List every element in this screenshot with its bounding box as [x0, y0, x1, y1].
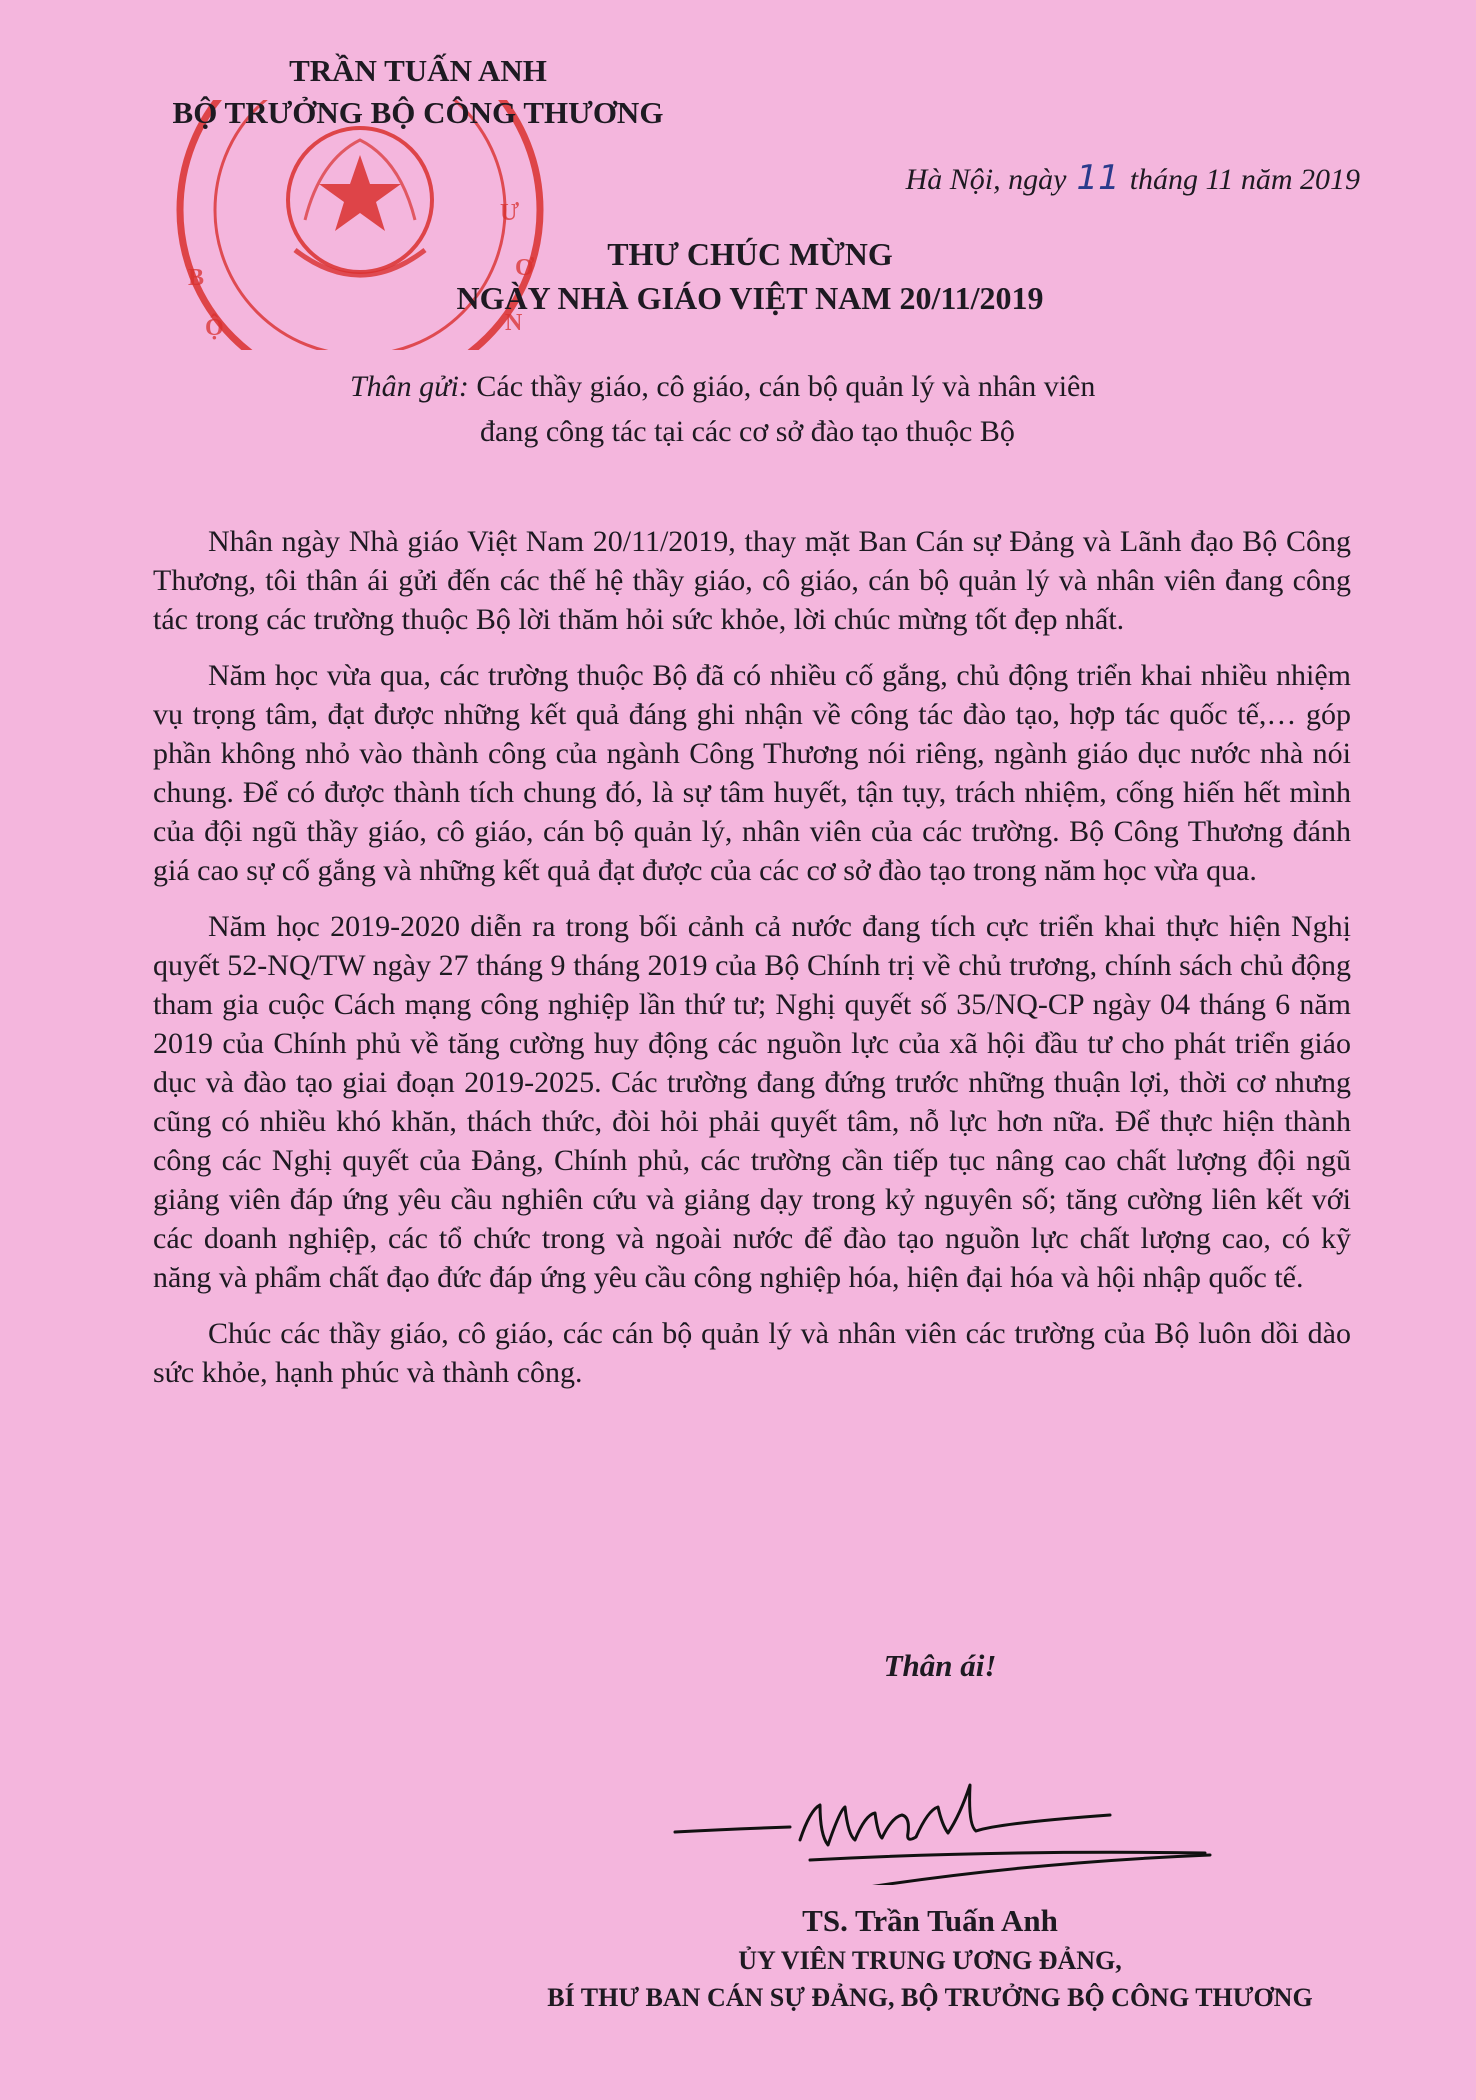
issuer-header: [118, 50, 718, 134]
letter-title: [300, 232, 1200, 320]
signatory-title-1: ỦY VIÊN TRUNG ƯƠNG ĐẢNG,: [738, 1946, 1122, 1975]
issuer-name: TRẦN TUẤN ANH: [289, 53, 547, 88]
signatory-title-2: BÍ THƯ BAN CÁN SỰ ĐẢNG, BỘ TRƯỞNG BỘ CÔNG THƯƠNG: [547, 1983, 1313, 2012]
svg-text:Ơ: Ơ: [515, 255, 534, 281]
greeting-label: Thân gửi:: [350, 370, 469, 403]
svg-text:B: B: [188, 265, 205, 291]
greeting-line-1: Các thầy giáo, cô giáo, cán bộ quản lý và nhân viên: [476, 370, 1096, 403]
body-paragraph-4: Chúc các thầy giáo, cô giáo, các cán bộ quản lý và nhân viên các trường của Bộ luôn dồi dào sức khỏe, hạnh phúc và thành công.: [153, 1317, 1351, 1389]
svg-text:N: N: [505, 310, 523, 336]
body-paragraph-1: Nhân ngày Nhà giáo Việt Nam 20/11/2019, thay mặt Ban Cán sự Đảng và Lãnh đạo Bộ Công Thương, tôi thân ái gửi đến các thế hệ thầy giáo, cô giáo, cán bộ quản lý và nhân viên đang công tác trong các trường thuộc Bộ lời thăm hỏi sức khỏe, lời chúc mừng tốt đẹp nhất.: [153, 525, 1351, 636]
signatory-name: TS. Trần Tuấn Anh: [802, 1903, 1058, 1938]
title-line-2: NGÀY NHÀ GIÁO VIỆT NAM 20/11/2019: [456, 280, 1044, 316]
date-day-handwritten: 11: [1076, 158, 1120, 198]
svg-text:Ộ: Ộ: [205, 315, 224, 341]
date-suffix: tháng 11 năm 2019: [1129, 163, 1360, 196]
date-prefix: Hà Nội, ngày: [905, 163, 1067, 196]
closing-salutation: Thân ái!: [883, 1648, 997, 1683]
body-paragraph-3: Năm học 2019-2020 diễn ra trong bối cảnh cả nước đang tích cực triển khai thực hiện Nghị quyết 52-NQ/TW ngày 27 tháng 9 tháng 2019 của Bộ Chính trị về chủ trương, chính sách chủ động tham gia cuộc Cách mạng công nghiệp lần thứ tư; Nghị quyết số 35/NQ-CP ngày 04 tháng 6 năm 2019 của Chính phủ về tăng cường huy động các nguồn lực của xã hội đầu tư cho phát triển giáo dục và đào tạo giai đoạn 2019-2025. Các trường đang đứng trước những thuận lợi, thời cơ nhưng cũng có nhiều khó khăn, thách thức, đòi hỏi phải quyết tâm, nỗ lực hơn nữa. Để thực hiện thành công các Nghị quyết của Đảng, Chính phủ, các trường cần tiếp tục nâng cao chất lượng đội ngũ giảng viên đáp ứng yêu cầu nghiên cứu và giảng dạy trong kỷ nguyên số; tăng cường liên kết với các doanh nghiệp, các tổ chức trong và ngoài nước để đào tạo nguồn lực chất lượng cao, có kỹ năng và phẩm chất đạo đức đáp ứng yêu cầu công nghiệp hóa, hiện đại hóa và hội nhập quốc tế.: [153, 910, 1351, 1294]
body-paragraph-2: Năm học vừa qua, các trường thuộc Bộ đã có nhiều cố gắng, chủ động triển khai nhiều nhiệm vụ trọng tâm, đạt được những kết quả đáng ghi nhận về công tác đào tạo, hợp tác quốc tế,… góp phần không nhỏ vào thành công của ngành Công Thương nói riêng, ngành giáo dục nước nhà nói chung. Để có được thành tích chung đó, là sự tâm huyết, tận tụy, trách nhiệm, cống hiến hết mình của đội ngũ thầy giáo, cô giáo, cán bộ quản lý, nhân viên của các trường. Bộ Công Thương đánh giá cao sự cố gắng và những kết quả đạt được của các cơ sở đào tạo trong năm học vừa qua.: [153, 659, 1351, 887]
greeting: [350, 364, 1250, 454]
greeting-line-2: đang công tác tại các cơ sở đào tạo thuộc Bộ: [480, 415, 1015, 448]
title-line-1: THƯ CHÚC MỪNG: [607, 236, 893, 272]
svg-text:Ư: Ư: [500, 200, 520, 226]
letter-body: [153, 522, 1351, 1409]
handwritten-signature: [670, 1765, 1230, 1885]
issuer-position: BỘ TRƯỞNG BỘ CÔNG THƯƠNG: [172, 95, 664, 130]
date-line: [700, 158, 1360, 198]
